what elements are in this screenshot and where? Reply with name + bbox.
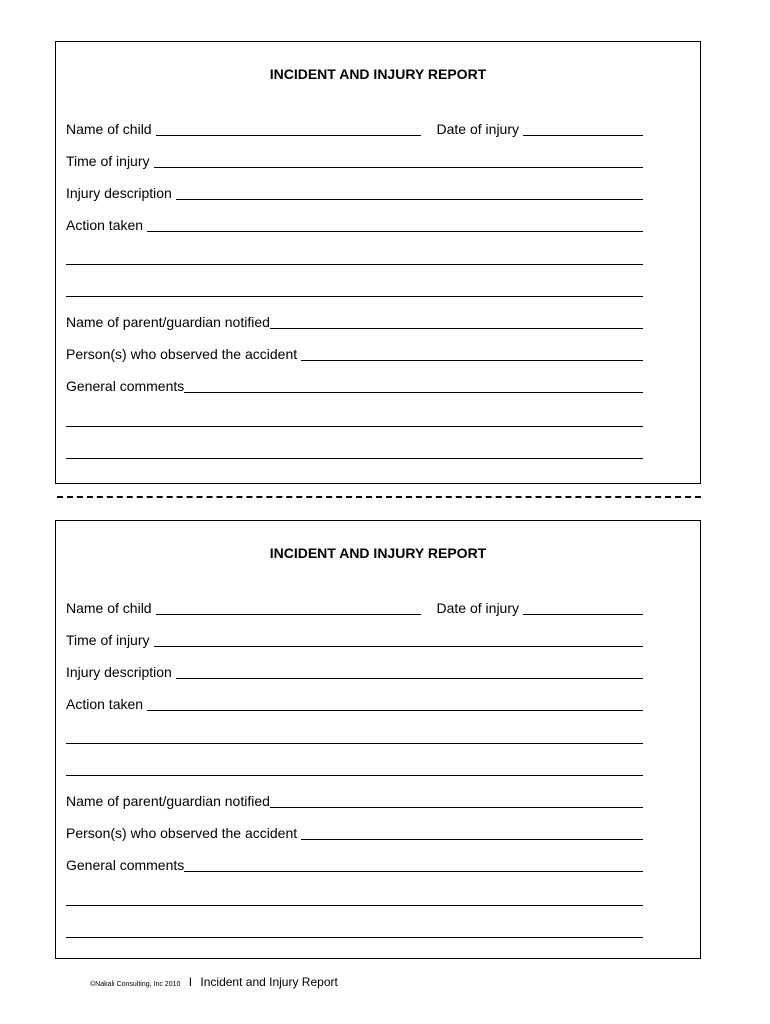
time-row <box>66 628 643 648</box>
parent-row <box>66 789 643 809</box>
general-comments-label: General comments <box>66 857 185 873</box>
form-title: INCIDENT AND INJURY REPORT <box>269 545 487 561</box>
time-of-injury-label: Time of injury <box>66 632 150 648</box>
action-taken-label: Action taken <box>66 217 144 233</box>
footer-doc-title: Incident and Injury Report <box>200 975 338 989</box>
time-of-injury-field[interactable] <box>154 167 643 168</box>
injury-description-label: Injury description <box>66 664 172 680</box>
name-date-row <box>66 596 643 616</box>
observers-field[interactable] <box>301 360 643 361</box>
general-comments-label: General comments <box>66 378 185 394</box>
action-row <box>66 213 643 233</box>
parent-notified-field[interactable] <box>270 807 643 808</box>
observers-field[interactable] <box>301 839 643 840</box>
form-title: INCIDENT AND INJURY REPORT <box>269 66 487 82</box>
comments-extra-line-2[interactable] <box>66 458 643 459</box>
copyright-text: ©Nakali Consulting, Inc 2010 <box>90 981 181 988</box>
name-date-row <box>66 117 643 137</box>
observers-label: Person(s) who observed the accident <box>66 346 298 362</box>
observers-row <box>66 821 643 841</box>
comments-extra-line-2[interactable] <box>66 937 643 938</box>
incident-report-form-bottom <box>55 520 701 959</box>
comments-row <box>66 853 643 873</box>
date-of-injury-field[interactable] <box>523 135 643 136</box>
description-row <box>66 181 643 201</box>
name-of-child-label: Name of child <box>66 121 152 137</box>
general-comments-field[interactable] <box>184 392 643 393</box>
action-taken-extra-line-1[interactable] <box>66 743 643 744</box>
time-of-injury-label: Time of injury <box>66 153 150 169</box>
time-of-injury-field[interactable] <box>154 646 643 647</box>
comments-extra-line-1[interactable] <box>66 905 643 906</box>
description-row <box>66 660 643 680</box>
action-taken-extra-line-1[interactable] <box>66 264 643 265</box>
action-taken-extra-line-2[interactable] <box>66 775 643 776</box>
parent-row <box>66 310 643 330</box>
name-of-child-field[interactable] <box>156 135 421 136</box>
injury-description-field[interactable] <box>176 199 643 200</box>
incident-report-form-top <box>55 41 701 484</box>
parent-notified-label: Name of parent/guardian notified <box>66 314 270 330</box>
action-taken-label: Action taken <box>66 696 144 712</box>
name-of-child-field[interactable] <box>156 614 421 615</box>
name-of-child-label: Name of child <box>66 600 152 616</box>
general-comments-field[interactable] <box>184 871 643 872</box>
footer-separator: I <box>188 975 193 989</box>
date-of-injury-label: Date of injury <box>436 121 519 137</box>
comments-extra-line-1[interactable] <box>66 426 643 427</box>
date-of-injury-label: Date of injury <box>436 600 519 616</box>
page-footer <box>90 975 338 989</box>
comments-row <box>66 374 643 394</box>
parent-notified-field[interactable] <box>270 328 643 329</box>
observers-row <box>66 342 643 362</box>
action-row <box>66 692 643 712</box>
action-taken-field[interactable] <box>147 231 643 232</box>
cut-line-divider <box>57 496 701 498</box>
injury-description-field[interactable] <box>176 678 643 679</box>
time-row <box>66 149 643 169</box>
action-taken-extra-line-2[interactable] <box>66 296 643 297</box>
observers-label: Person(s) who observed the accident <box>66 825 298 841</box>
date-of-injury-field[interactable] <box>523 614 643 615</box>
injury-description-label: Injury description <box>66 185 172 201</box>
parent-notified-label: Name of parent/guardian notified <box>66 793 270 809</box>
action-taken-field[interactable] <box>147 710 643 711</box>
